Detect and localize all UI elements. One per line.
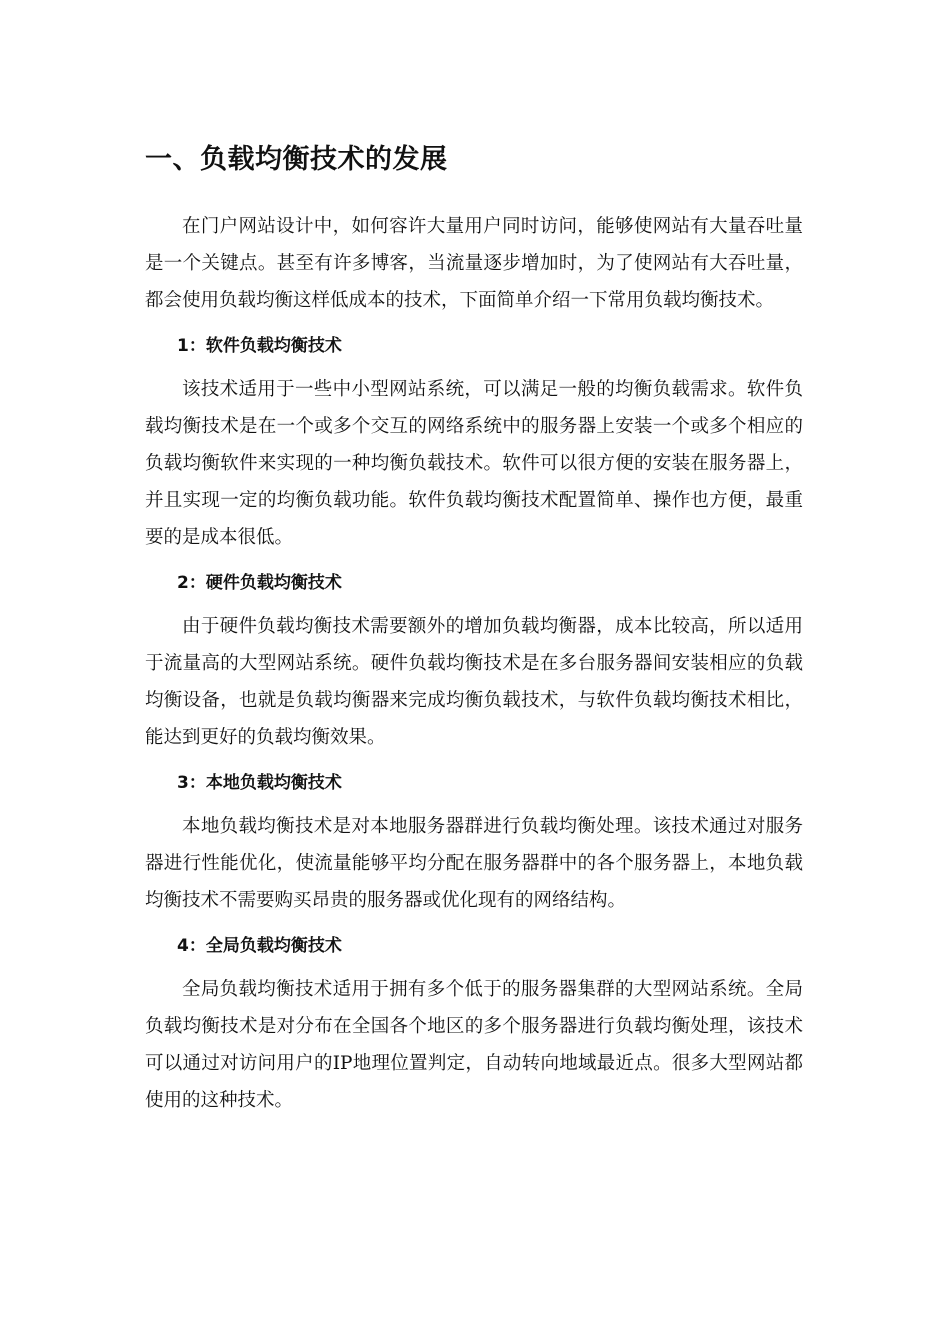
section-body-software: 该技术适用于一些中小型网站系统，可以满足一般的均衡负载需求。软件负载均衡技术是在一个或多个交互的网络系统中的服务器上安装一个或多个相应的负载均衡软件来实现的一种均衡负载技术。软件可以很方便的安装在服务器上，并且实现一定的均衡负载功能。软件负载均衡技术配置简单、操作也方便，最重要的是成本很低。: [145, 379, 803, 548]
page-title: 一、负载均衡技术的发展: [145, 144, 448, 175]
section-heading-local: 3：本地负载均衡技术: [177, 773, 342, 793]
document-page: [145, 140, 803, 1119]
section-body-hardware: 由于硬件负载均衡技术需要额外的增加负载均衡器，成本比较高，所以适用于流量高的大型网站系统。硬件负载均衡技术是在多台服务器间安装相应的负载均衡设备，也就是负载均衡器来完成均衡负载技术，与软件负载均衡技术相比，能达到更好的负载均衡效果。: [145, 616, 803, 748]
section-heading-software: 1：软件负载均衡技术: [177, 336, 342, 356]
section-heading-global: 4：全局负载均衡技术: [177, 936, 342, 956]
intro-paragraph: 在门户网站设计中，如何容许大量用户同时访问，能够使网站有大量吞吐量是一个关键点。甚至有许多博客，当流量逐步增加时，为了使网站有大吞吐量，都会使用负载均衡这样低成本的技术，下面简单介绍一下常用负载均衡技术。: [145, 216, 803, 311]
section-heading-hardware: 2：硬件负载均衡技术: [177, 573, 342, 593]
section-body-global: 全局负载均衡技术适用于拥有多个低于的服务器集群的大型网站系统。全局负载均衡技术是对分布在全国各个地区的多个服务器进行负载均衡处理，该技术可以通过对访问用户的IP地理位置判定，自动转向地域最近点。很多大型网站都使用的这种技术。: [145, 979, 803, 1111]
section-body-local: 本地负载均衡技术是对本地服务器群进行负载均衡处理。该技术通过对服务器进行性能优化，使流量能够平均分配在服务器群中的各个服务器上，本地负载均衡技术不需要购买昂贵的服务器或优化现有的网络结构。: [145, 816, 803, 911]
